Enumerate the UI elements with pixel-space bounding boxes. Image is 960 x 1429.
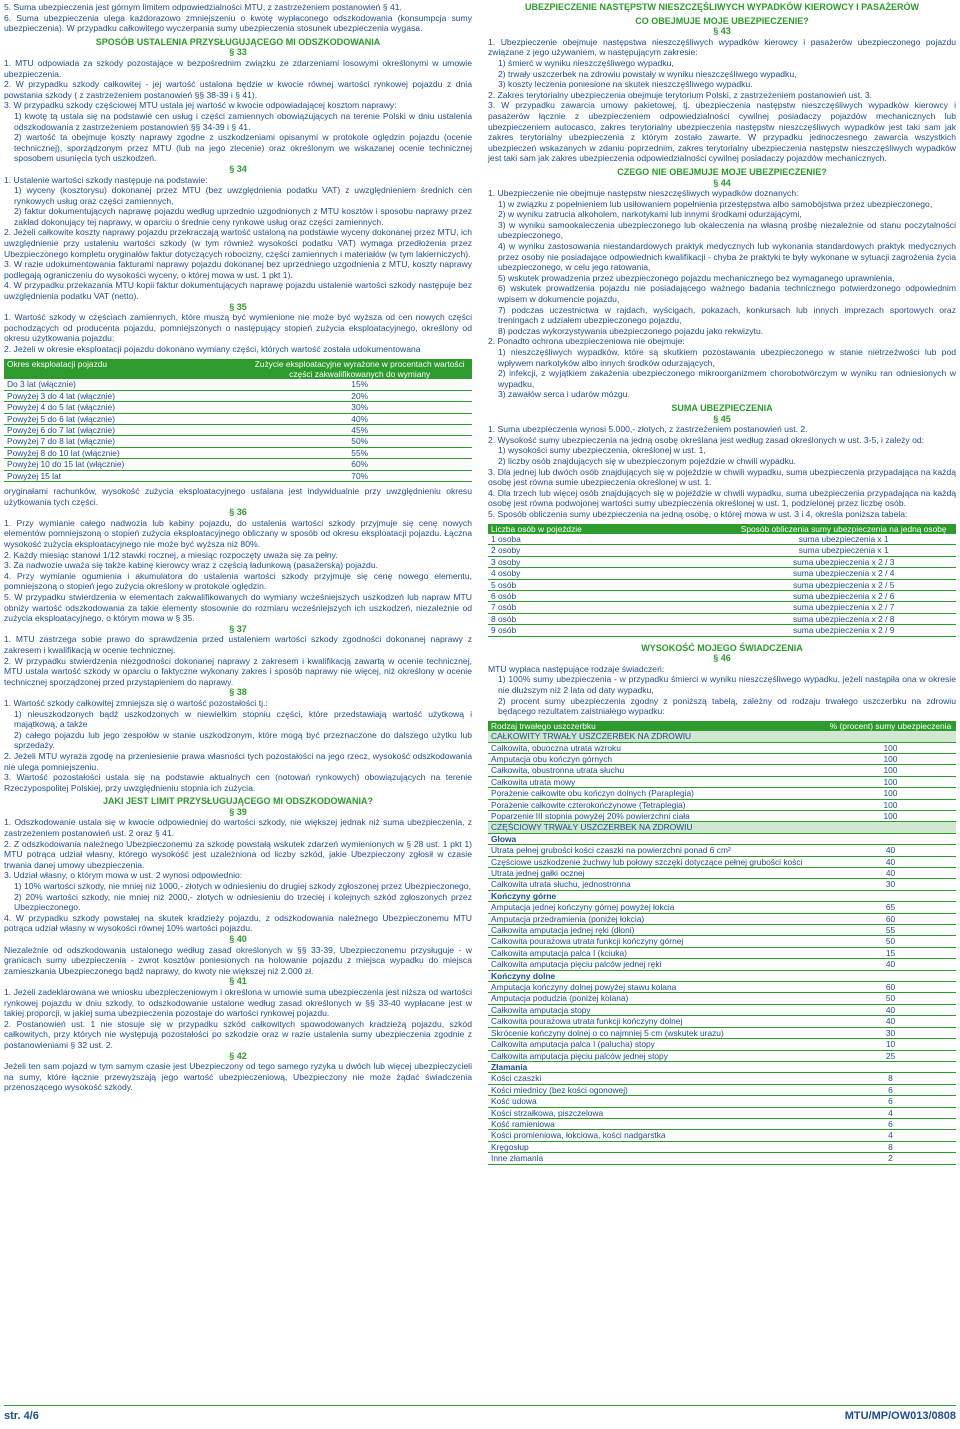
list-item: 3) w wyniku samookaleczenia ubezpieczonego lub okaleczenia na własną prośbę niezależnie od stanu poczytalności ubezpieczonego, — [498, 219, 956, 241]
table-row — [488, 925, 956, 936]
table-row — [488, 602, 956, 613]
table-row — [488, 970, 956, 981]
table-cell: 100 — [825, 799, 956, 810]
table-header: Liczba osób w pojeździe — [488, 524, 731, 534]
paragraph: Niezależnie od odszkodowania ustalonego według zasad określonych w §§ 33-39, Ubezpieczonemu przysługuje - w granicach sumy ubezpieczenia - zwrot kosztów poniesionych na holowanie pojazdu z miejsca wypadku do miejsca zamieszkania Ubezpieczonego bądź naprawy, do kwoty nie większej niż 2.000 zł. — [4, 944, 472, 976]
paragraph: 1. MTU zastrzega sobie prawo do sprawdzenia przed ustaleniem wartości szkody zgodności dokonanej naprawy z zakresem i kwalifikacją w ocenie technicznej. — [4, 634, 472, 655]
left-column — [4, 2, 472, 1093]
list-item: 7) podczas uczestnictwa w rajdach, wyścigach, pokazach, konkursach lub innych imprezach sportowych oraz treningach z udziałem ubezpieczonego pojazdu, — [498, 304, 956, 326]
table-row — [488, 936, 956, 947]
section-number: § 44 — [713, 177, 731, 188]
table-cell: 6 — [825, 1096, 956, 1107]
table-cell — [825, 1061, 956, 1072]
table-cell: 10 — [825, 1039, 956, 1050]
table-cell — [825, 970, 956, 981]
paragraph: oryginałami rachunków, wysokość zużycia eksploatacyjnego ustalana jest indywidualnie przy uwzględnieniu okresu użytkowania tych części. — [4, 486, 472, 507]
paragraph: 6. Suma ubezpieczenia ulega każdorazowo zmniejszeniu o kwotę wypłaconego odszkodowania (konsumpcja sumy ubezpieczenia). W przypadku całkowitego wyczerpania sumy ubezpieczenia stosunek ubezpieczenia wygasa. — [4, 12, 472, 34]
section-heading: SPOSÓB USTALENIA PRZYSŁUGUJĄCEGO MI ODSZKODOWANIA — [95, 36, 381, 47]
table-cell: Amputacja jednej kończyny górnej powyżej łokcia — [488, 902, 825, 913]
table-row — [4, 436, 472, 447]
table-row — [4, 447, 472, 458]
table-cell: suma ubezpieczenia x 2 / 4 — [731, 568, 956, 579]
paragraph: MTU wypłaca następujące rodzaje świadczeń: — [488, 663, 665, 674]
table-cell: 40 — [825, 868, 956, 879]
table-cell: 2 — [825, 1153, 956, 1164]
table-cell: 3 osoby — [488, 556, 731, 567]
list-item: 5) wskutek prowadzenia przez ubezpieczonego pojazdu mechanicznego bez wymaganego uprawnienia, — [498, 272, 895, 283]
section-number: § 39 — [229, 806, 247, 817]
table-row — [488, 890, 956, 901]
paragraph: 1. Ustalenie wartości szkody następuje na podstawie: — [4, 174, 208, 185]
paragraph: 5. Suma ubezpieczenia jest górnym limitem odpowiedzialności MTU, z zastrzeżeniem postanowień § 41. — [4, 2, 402, 12]
table-row — [4, 413, 472, 424]
paragraph: 4. Dla trzech lub więcej osób znajdujących się w pojeździe w chwili wypadku, suma ubezpieczenia przypadająca na każdą osobę jest równa podwojonej wartości sumy ubezpieczenia określonej w ust. 1, podzielonej przez liczbę osób. — [488, 487, 956, 509]
list-item: 2) infekcji, z wyjątkiem zakażenia ubezpieczonego mikroorganizmem chorobotwórczym w wyniku ran odniesionych w wypadku, — [498, 368, 956, 389]
list-item: 1) wyceny (kosztorysu) dokonanej przez MTU (bez uwzględnienia podatku VAT) z uwzględnieniem średnich cen rynkowych usług oraz części zamiennych, — [14, 185, 472, 206]
table-row — [488, 534, 956, 545]
table-cell: 100 — [825, 776, 956, 787]
table-row — [488, 1016, 956, 1027]
table-cell: suma ubezpieczenia x 2 / 9 — [731, 625, 956, 636]
table-row — [488, 947, 956, 958]
list-item: 6) wskutek prowadzenia pojazdu nie posiadającego ważnego badania technicznego potwierdzonego odpowiednim wpisem w dokumencie pojazdu, — [498, 283, 956, 305]
table-cell: suma ubezpieczenia x 2 / 3 — [731, 556, 956, 567]
table-cell: Całkowita utrata mowy — [488, 776, 825, 787]
table-cell: 4 osoby — [488, 568, 731, 579]
table-cell: Kończyny górne — [488, 890, 825, 901]
table-cell: 30% — [247, 402, 472, 413]
table-row — [4, 425, 472, 436]
table-row — [488, 1084, 956, 1095]
paragraph: 2. Jeżeli w okresie eksploatacji pojazdu dokonano wymiany części, których wartość została udokumentowana — [4, 344, 421, 354]
table-cell: 100 — [825, 765, 956, 776]
table-cell: CZĘŚCIOWY TRWAŁY USZCZERBEK NA ZDROWIU — [488, 822, 825, 833]
table-cell: 1 osoba — [488, 534, 731, 545]
table-row — [488, 556, 956, 567]
section-heading: CZEGO NIE OBEJMUJE MOJE UBEZPIECZENIE? — [617, 166, 827, 177]
table-cell: Całkowita amputacja pięciu palców jednej ręki — [488, 959, 825, 970]
table-cell: Kręgosłup — [488, 1141, 825, 1152]
table-row — [488, 579, 956, 590]
wear-table — [4, 359, 472, 482]
table-row — [488, 568, 956, 579]
table-cell: 8 — [825, 1141, 956, 1152]
table-cell: 20% — [247, 390, 472, 401]
table-cell: 40% — [247, 413, 472, 424]
table-cell: Powyżej 3 do 4 lat (włącznie) — [4, 390, 247, 401]
table-cell: Całkowita amputacja stopy — [488, 1004, 825, 1015]
document-code: MTU/MP/OW013/0808 — [844, 1410, 956, 1422]
table-cell: 5 osób — [488, 579, 731, 590]
paragraph: 2. Zakres terytorialny ubezpieczenia obejmuje terytorium Polski, z zastrzeżeniem postanowień ust. 3. — [488, 89, 873, 100]
table-cell: 60% — [247, 459, 472, 470]
table-row — [488, 799, 956, 810]
right-column — [488, 2, 956, 1169]
persons-table — [488, 524, 956, 637]
table-row — [488, 1027, 956, 1038]
table-cell: 7 osób — [488, 602, 731, 613]
table-cell: Amputacja obu kończyn górnych — [488, 753, 825, 764]
table-cell: Kość ramieniowa — [488, 1118, 825, 1129]
table-cell: 45% — [247, 425, 472, 436]
table-row — [488, 1096, 956, 1107]
table-row — [488, 613, 956, 624]
table-header: Sposób obliczenia sumy ubezpieczenia na jedną osobę — [731, 524, 956, 534]
table-cell: 55% — [247, 447, 472, 458]
table-row — [488, 1107, 956, 1118]
section-number: § 40 — [229, 934, 247, 944]
table-header: % (procent) sumy ubezpieczenia — [825, 721, 956, 731]
table-cell: Poparzenie III stopnia powyżej 20% powierzchni ciała — [488, 810, 825, 821]
table-row — [4, 390, 472, 401]
table-cell — [825, 890, 956, 901]
table-cell: Całkowita amputacja palca I (palucha) stopy — [488, 1039, 825, 1050]
table-cell: 65 — [825, 902, 956, 913]
table-cell: suma ubezpieczenia x 1 — [731, 545, 956, 556]
table-cell: 100 — [825, 742, 956, 753]
table-cell: Powyżej 10 do 15 lat (włącznie) — [4, 459, 247, 470]
table-cell: Kości strzałkowa, piszczelowa — [488, 1107, 825, 1118]
table-cell: 8 osób — [488, 613, 731, 624]
section-number: § 36 — [229, 507, 247, 518]
table-cell — [825, 822, 956, 833]
table-row — [488, 1073, 956, 1084]
table-row — [488, 810, 956, 821]
table-cell: Kości promieniowa, łokciowa, kości nadgarstka — [488, 1130, 825, 1141]
list-item: 2) całego pojazdu lub jego zespołów w stanie uszkodzonym, które mogą być przeznaczone do dalszego użytku lub sprzedaży. — [14, 729, 472, 751]
section-number: § 35 — [229, 301, 247, 312]
table-row — [488, 1004, 956, 1015]
table-row — [4, 379, 472, 390]
table-cell: 40 — [825, 1004, 956, 1015]
table-row — [488, 856, 956, 867]
list-item: 3) koszty leczenia poniesione na skutek nieszczęśliwego wypadku. — [498, 79, 753, 90]
table-cell: Całkowita pourazowa utrata funkcji kończyny górnej — [488, 936, 825, 947]
table-cell: 40 — [825, 856, 956, 867]
paragraph: 2. Postanowień ust. 1 nie stosuje się w przypadku szkód całkowitych spowodowanych kradzieżą pojazdu, szkód całkowitych, przy których nie występują pozostałości po szkodzie oraz w razie ustalenia sumy ubezpieczenia zgodnie z postanowieniami § 32 ust. 2. — [4, 1018, 472, 1050]
table-cell: 6 osób — [488, 590, 731, 601]
paragraph: 1. MTU odpowiada za szkody pozostające w bezpośrednim związku ze zdarzeniami losowymi określonymi w umowie ubezpieczenia. — [4, 57, 472, 79]
list-item: 1) śmierć w wyniku nieszczęśliwego wypadku, — [498, 57, 674, 68]
table-cell: Amputacja kończyny dolnej powyżej stawu kolana — [488, 982, 825, 993]
table-cell: 40 — [825, 845, 956, 856]
table-cell: Powyżej 15 lat — [4, 470, 247, 481]
paragraph: 3. W przypadku szkody częściowej MTU ustala jej wartość w kwocie odpowiadającej kosztom naprawy: — [4, 100, 397, 111]
section-number: § 37 — [229, 623, 247, 634]
table-cell: 30 — [825, 879, 956, 890]
section-heading: WYSOKOŚĆ MOJEGO ŚWIADCZENIA — [641, 642, 803, 653]
table-cell: 4 — [825, 1130, 956, 1141]
table-row — [488, 1118, 956, 1129]
list-item: 2) faktur dokumentujących naprawę pojazdu według uprzednio uzgodnionych z MTU kosztów i sposobu naprawy przez zakład dokonujący tej naprawy, w oparciu o średnie ceny rynkowe usług oraz części zamiennych. — [14, 206, 472, 227]
list-item: 1) kwotę tą ustala się na podstawie cen usług i części zamiennych obowiązujących na terenie Polski w dniu ustalenia odszkodowania z zastrzeżeniem postanowień §§ 34-39 i § 41. — [14, 110, 472, 132]
paragraph: 1. Suma ubezpieczenia wynosi 5.000,- złotych, z zastrzeżeniem postanowień ust. 2. — [488, 424, 808, 435]
paragraph: 2. W przypadku stwierdzenia niezgodności dokonanej naprawy z zakresem i kwalifikacją zawartą w ocenie technicznej, MTU ustala wartość szkody w oparciu o faktyczne wykonany zakres i sposób naprawy nie więcej, niż określony w ocenie technicznej sporządzonej przed przystąpieniem do naprawy. — [4, 655, 472, 687]
table-cell: Powyżej 6 do 7 lat (włącznie) — [4, 425, 247, 436]
table-row — [488, 959, 956, 970]
paragraph: 3. Dla jednej lub dwóch osób znajdujących się w pojeździe w chwili wypadku, suma ubezpieczenia przypadająca na każdą osobę jest równa sumie ubezpieczenia określonej w ust. 1. — [488, 466, 956, 488]
table-row — [488, 731, 956, 742]
table-cell: Całkowita utrata słuchu, jednostronna — [488, 879, 825, 890]
table-row — [488, 982, 956, 993]
table-cell: CAŁKOWITY TRWAŁY USZCZERBEK NA ZDROWIU — [488, 731, 825, 742]
table-cell: Całkowita, obustronna utrata słuchu — [488, 765, 825, 776]
paragraph: 1. Wartość szkody w częściach zamiennych, które muszą być wymienione nie może być wyższa od cen nowych części pochodzących od producenta pojazdu, pomniejszonych o następujący stopień zużycia eksploatacyjnego, określony od okresu użytkowania pojazdu: — [4, 312, 472, 344]
table-row — [488, 1130, 956, 1141]
table-row — [488, 765, 956, 776]
table-row — [488, 1050, 956, 1061]
paragraph: 2. Jeżeli MTU wyraża zgodę na przeniesienie prawa własności tych pozostałości na jego rzecz, wysokość odszkodowania nie ulega pomniejszeniu. — [4, 750, 472, 772]
paragraph: 5. Sposób obliczenia sumy ubezpieczenia na jedną osobę, o której mowa w ust. 3 i 4, określa poniższa tabela: — [488, 508, 908, 519]
paragraph: 5. W przypadku stwierdzenia w elementach zakwalifikowanych do wymiany wcześniejszych uszkodzeń lub napraw MTU obniży wartość odszkodowania za takie elementy stosownie do rozmiaru wcześniejszych ich uszkodzeń, niezależnie od zużycia eksploatacyjnego, o którym mowa w § 35. — [4, 592, 472, 624]
table-row — [488, 742, 956, 753]
table-cell: Skrócenie kończyny dolnej o co najmniej 5 cm (wskutek urazu) — [488, 1027, 825, 1038]
table-cell: Porażenie całkowite czterokończynowe (Tetraplegia) — [488, 799, 825, 810]
section-number: § 41 — [229, 976, 247, 987]
table-cell: Amputacja przedramienia (poniżej łokcia) — [488, 913, 825, 924]
table-cell: Utrata jednej gałki ocznej — [488, 868, 825, 879]
table-cell: Całkowita pourazowa utrata funkcji kończyny dolnej — [488, 1016, 825, 1027]
table-cell: 100 — [825, 753, 956, 764]
list-item: 1) nieuszkodzonych bądź uszkodzonych w niewielkim stopniu części, które przedstawiają wartość użytkową i majątkową, a także — [14, 708, 472, 730]
list-item: 1) nieszczęśliwych wypadków, które są skutkiem pozostawania ubezpieczonego w stanie nietrzeźwości lub pod wpływem narkotyków albo innych środków odurzających, — [498, 347, 956, 368]
paragraph: 1. Wartość szkody całkowitej zmniejsza się o wartość pozostałości tj.: — [4, 697, 268, 708]
paragraph: 2. Jeżeli całkowite koszty naprawy pojazdu przekraczają wartość ustaloną na podstawie wyceny dokonanej przez MTU, ich uwzględnienie przy ustaleniu wartości szkody (w tym również wysokości podatku VAT) wymaga przedłożenia przez Ubezpieczonego kompletu oryginałów faktur dotyczących robocizny, części zamiennych i materiałów (w tym lakierniczych). — [4, 227, 472, 259]
table-row — [488, 1153, 956, 1164]
list-item: 1) 10% wartości szkody, nie mniej niż 1000,- złotych w odniesieniu do drugiej szkody zgłoszonej przez Ubezpieczonego, — [14, 881, 471, 892]
table-header: Okres eksploatacji pojazdu — [4, 359, 247, 380]
table-cell: 60 — [825, 982, 956, 993]
table-cell: Porażenie całkowite obu kończyn dolnych (Paraplegia) — [488, 788, 825, 799]
table-cell: 8 — [825, 1073, 956, 1084]
paragraph: 4. W przypadku szkody powstałej na skutek kradzieży pojazdu, z odszkodowania należnego Ubezpieczonemu MTU potrąca udział własny w wysokości równej 10% wartości pojazdu. — [4, 912, 472, 934]
table-row — [488, 776, 956, 787]
list-item: 2) trwały uszczerbek na zdrowiu powstały w wyniku nieszczęśliwego wypadku, — [498, 68, 797, 79]
paragraph: 1. Jeżeli zadeklarowana we wniosku ubezpieczeniowym i określona w umowie suma ubezpieczenia jest niższa od wartości rynkowej pojazdu w dniu szkody, to odszkodowanie ustalone według zasad określonych w §§ 33-40 wypłacane jest w takiej proporcji, w jakiej suma ubezpieczenia pozostaje do wartości rynkowej pojazdu. — [4, 986, 472, 1019]
table-row — [4, 402, 472, 413]
footer-divider — [4, 1405, 956, 1406]
table-row — [488, 625, 956, 636]
table-row — [488, 1141, 956, 1152]
section-number: § 45 — [713, 413, 731, 424]
paragraph: 3. W razie udokumentowania fakturami naprawy pojazdu dokonanej bez uprzedniego uzgodnienia z MTU, koszty naprawy podlegają ograniczeniu do wysokości wyceny, o której mowa w ust. 1 pkt 1). — [4, 259, 472, 280]
table-cell: Złamania — [488, 1061, 825, 1072]
table-header: Zużycie eksploatacyjne wyrażone w procentach wartości części zakwalifikowanych do wymiany — [247, 359, 472, 380]
table-row — [488, 879, 956, 890]
list-item: 1) w związku z popełnieniem lub usiłowaniem popełnienia przestępstwa albo samobójstwa przez ubezpieczonego, — [498, 198, 933, 209]
list-item: 2) procent sumy ubezpieczenia zgodny z poniższą tabelą, zależny od rodzaju trwałego uszczerbku na zdrowiu będącego rezultatem zaistniałego wypadku: — [498, 695, 956, 717]
paragraph: 1. Przy wymianie całego nadwozia lub kabiny pojazdu, do ustalenia wartości szkody przyjmuje się cenę nowych elementów pomniejszoną o stopień zużycia eksploatacyjnego obliczany w sposób od okresu eksploatacji pojazdu. Łączna wysokość zużycia eksploatacyjnego nie może być wyższa niż 80%. — [4, 517, 472, 550]
table-cell: Inne złamania — [488, 1153, 825, 1164]
table-cell: Kości miednicy (bez kości ogonowej) — [488, 1084, 825, 1095]
table-cell: Powyżej 8 do 10 lat (włącznie) — [4, 447, 247, 458]
table-cell: Częściowe uszkodzenie żuchwy lub połowy szczęki dotyczące pełnej grubości kości — [488, 856, 825, 867]
section-number: § 34 — [229, 163, 247, 174]
table-cell: 100 — [825, 788, 956, 799]
table-cell: Kończyny dolne — [488, 970, 825, 981]
table-row — [488, 753, 956, 764]
table-row — [488, 845, 956, 856]
table-cell — [825, 731, 956, 742]
table-cell: 70% — [247, 470, 472, 481]
table-cell: Utrata pełnej grubości kości czaszki na powierzchni ponad 6 cm² — [488, 845, 825, 856]
table-cell: suma ubezpieczenia x 1 — [731, 534, 956, 545]
paragraph: 2. Ponadto ochrona ubezpieczeniowa nie obejmuje: — [488, 336, 685, 347]
section-heading: SUMA UBEZPIECZENIA — [671, 402, 773, 413]
table-cell: Głowa — [488, 833, 825, 844]
paragraph: 3. W przypadku zawarcia umowy pakietowej, tj. ubezpieczenia następstw nieszczęśliwych wypadków kierowcy i pasażerów łącznie z ubezpieczeniem odpowiedzialności cywilnej posiadaczy pojazdów mechanicznych lub ubezpieczeniem autocasco, zakres terytorialny ubezpieczenia następstw nieszczęśliwych wypadków jest taki sam jak zakres terytorialny ubezpieczenia z którym zostało zawarte. W przypadku jednoczesnego zawarcia wszystkich ubezpieczeń wskazanych w zdaniu poprzednim, zakres terytorialny ubezpieczenia następstw nieszczęśliwych wypadków jest taki sam jak zakres ubezpieczenia odpowiedzialności cywilnej posiadaczy pojazdów mechanicznych. — [488, 100, 956, 164]
paragraph: 4. W przypadku przekazania MTU kopii faktur dokumentujących naprawę pojazdu ustalenie wartości szkody następuje bez uwzględnienia podatku VAT (netto). — [4, 280, 472, 302]
paragraph: 2. Wysokość sumy ubezpieczenia na jedną osobę określana jest według zasad określonych w ust. 3-5, i zależy od: — [488, 434, 925, 445]
list-item: 1) 100% sumy ubezpieczenia - w przypadku śmierci w wyniku nieszczęśliwego wypadku, jeżeli nastąpiła ona w okresie nie dłuższym niż 2 lata od daty wypadku, — [498, 674, 956, 695]
paragraph: 1. Odszkodowanie ustala się w kwocie odpowiedniej do wartości szkody, nie większej jednak niż suma ubezpieczenia, z zastrzeżeniem postanowień ust. 2 oraz § 41. — [4, 817, 472, 839]
table-cell: 15 — [825, 947, 956, 958]
table-cell: Kość udowa — [488, 1096, 825, 1107]
section-heading: UBEZPIECZENIE NASTĘPSTW NIESZCZĘŚLIWYCH WYPADKÓW KIEROWCY I PASAŻERÓW — [524, 2, 919, 12]
list-item: 3) zawałów serca i udarów mózgu. — [498, 389, 630, 400]
table-cell: suma ubezpieczenia x 2 / 6 — [731, 590, 956, 601]
list-item: 2) wartość ta obejmuje koszty naprawy zgodne z uszkodzeniami opisanymi w protokole oględzin pojazdu (ocenie technicznej), sporządzonym przez MTU (lub na jego zlecenie) oraz określonym we wskazanej ocenie technicznej sposobem usunięcia tych uszkodzeń. — [14, 132, 472, 164]
table-cell: Całkowita, obuoczna utrata wzroku — [488, 742, 825, 753]
table-cell: 6 — [825, 1118, 956, 1129]
table-cell: 100 — [825, 810, 956, 821]
list-item: 2) w wyniku zatrucia alkoholem, narkotykami lub innymi środkami odurzającymi, — [498, 209, 802, 220]
table-cell: 50 — [825, 993, 956, 1004]
table-cell: 6 — [825, 1084, 956, 1095]
paragraph: 4. Przy wymianie ogumienia i akumulatora do ustalenia wartości szkody przyjmuje się cenę nowego elementu, pomniejszoną o stopień jego zużycia określony w protokole oględzin. — [4, 570, 472, 592]
injury-table — [488, 721, 956, 1165]
section-number: § 33 — [229, 47, 247, 58]
table-row — [4, 459, 472, 470]
table-row — [488, 788, 956, 799]
table-row — [488, 868, 956, 879]
paragraph: 1. Ubezpieczenie obejmuje następstwa nieszczęśliwych wypadków kierowcy i pasażerów ubezpieczonego pojazdu związane z jego używaniem, w następującym zakresie: — [488, 36, 956, 58]
table-cell: 50% — [247, 436, 472, 447]
table-cell: Powyżej 4 do 5 lat (włącznie) — [4, 402, 247, 413]
paragraph: Jeżeli ten sam pojazd w tym samym czasie jest Ubezpieczony od tego samego ryzyka u dwóch lub więcej ubezpieczycieli na sumy, które łącznie przewyższają jego wartość ubezpieczeniową, Ubezpieczony nie może żądać świadczenia przenoszącego wysokość szkody. — [4, 1061, 472, 1093]
table-cell: Powyżej 5 do 6 lat (włącznie) — [4, 413, 247, 424]
section-heading: JAKI JEST LIMIT PRZYSŁUGUJĄCEGO MI ODSZKODOWANIA? — [102, 796, 373, 807]
table-cell: Całkowita amputacja pięciu palców jednej stopy — [488, 1050, 825, 1061]
paragraph: 2. Każdy miesiąc stanowi 1/12 stawki rocznej, a miesiąc rozpoczęty uważa się za pełny. — [4, 549, 338, 560]
table-row — [4, 470, 472, 481]
table-cell: 15% — [247, 379, 472, 390]
list-item: 8) podczas wykorzystywania ubezpieczonego pojazdu jako rekwizytu. — [498, 325, 764, 336]
table-cell: Powyżej 7 do 8 lat (włącznie) — [4, 436, 247, 447]
paragraph: 3. Wartość pozostałości ustala się na podstawie aktualnych cen (notowań rynkowych) obowiązujących na terenie Rzeczypospolitej Polskiej, przy uwzględnieniu stopnia ich zużycia. — [4, 772, 472, 793]
table-cell: 30 — [825, 1027, 956, 1038]
table-cell: Całkowita amputacja jednej ręki (dłoni) — [488, 925, 825, 936]
table-cell: 50 — [825, 936, 956, 947]
table-cell: 40 — [825, 959, 956, 970]
table-cell: suma ubezpieczenia x 2 / 8 — [731, 613, 956, 624]
table-cell — [825, 833, 956, 844]
table-cell: 4 — [825, 1107, 956, 1118]
table-row — [488, 1039, 956, 1050]
table-cell: Do 3 lat (włącznie) — [4, 379, 247, 390]
table-row — [488, 833, 956, 844]
table-row — [488, 902, 956, 913]
section-number: § 42 — [229, 1050, 247, 1061]
paragraph: 3. Udział własny, o którym mowa w ust. 2 wynosi odpowiednio: — [4, 870, 243, 881]
table-cell: 60 — [825, 913, 956, 924]
section-heading: CO OBEJMUJE MOJE UBEZPIECZENIE? — [635, 15, 809, 26]
table-cell: Amputacja podudzia (poniżej kolana) — [488, 993, 825, 1004]
table-cell: 55 — [825, 925, 956, 936]
section-number: § 46 — [713, 653, 731, 664]
table-cell: suma ubezpieczenia x 2 / 7 — [731, 602, 956, 613]
section-number: § 43 — [713, 26, 731, 37]
table-cell: 2 osoby — [488, 545, 731, 556]
list-item: 4) w wyniku zastosowania niestandardowych praktyk medycznych lub wykonania standardowych praktyk medycznych przez osoby nie posiadające odpowiednich kwalifikacji - chyba że praktyki te były wykonane w sytuacji zagrożenia życia ubezpieczonego, w celu jego ratowania, — [498, 241, 956, 273]
table-cell: 25 — [825, 1050, 956, 1061]
table-row — [488, 1061, 956, 1072]
table-header: Rodzaj trwałego uszczerbku — [488, 721, 825, 731]
section-number: § 38 — [229, 687, 247, 698]
table-cell: Kości czaszki — [488, 1073, 825, 1084]
paragraph: 2. Z odszkodowania należnego Ubezpieczonemu za szkodę powstałą wskutek zdarzeń wymienionych w § 28 ust. 1 pkt 1) MTU potrąca udział własny, którego wysokość jest uzależniona od liczby szkód, jakie Ubezpieczony zgłosił w czasie trwania danej umowy ubezpieczenia. — [4, 838, 472, 870]
paragraph: 2. W przypadku szkody całkowitej - jej wartość ustalona będzie w kwocie równej wartości rynkowej pojazdu z dnia powstania szkody ( z zastrzeżeniem postanowień §§ 38-39 i § 41). — [4, 79, 472, 100]
list-item: 1) wysokości sumy ubezpieczenia, określonej w ust. 1, — [498, 445, 706, 456]
table-cell: 40 — [825, 1016, 956, 1027]
page-number: str. 4/6 — [4, 1410, 39, 1422]
table-cell: 9 osób — [488, 625, 731, 636]
paragraph: 3. Za nadwozie uważa się także kabinę kierowcy wraz z częścią ładunkową (pasażerską) pojazdu. — [4, 560, 379, 571]
table-row — [488, 822, 956, 833]
table-row — [488, 993, 956, 1004]
table-cell: Całkowita amputacja palca I (kciuka) — [488, 947, 825, 958]
table-row — [488, 590, 956, 601]
list-item: 2) liczby osób znajdujących się w ubezpieczonym pojeździe w chwili wypadku. — [498, 455, 797, 466]
table-row — [488, 913, 956, 924]
list-item: 2) 20% wartości szkody, nie mniej niż 2000,- złotych w odniesieniu do trzeciej i kolejnych szkód zgłoszonych przez Ubezpieczonego. — [14, 891, 472, 913]
table-row — [488, 545, 956, 556]
table-cell: suma ubezpieczenia x 2 / 5 — [731, 579, 956, 590]
paragraph: 1. Ubezpieczenie nie obejmuje następstw nieszczęśliwych wypadków doznanych: — [488, 188, 799, 199]
